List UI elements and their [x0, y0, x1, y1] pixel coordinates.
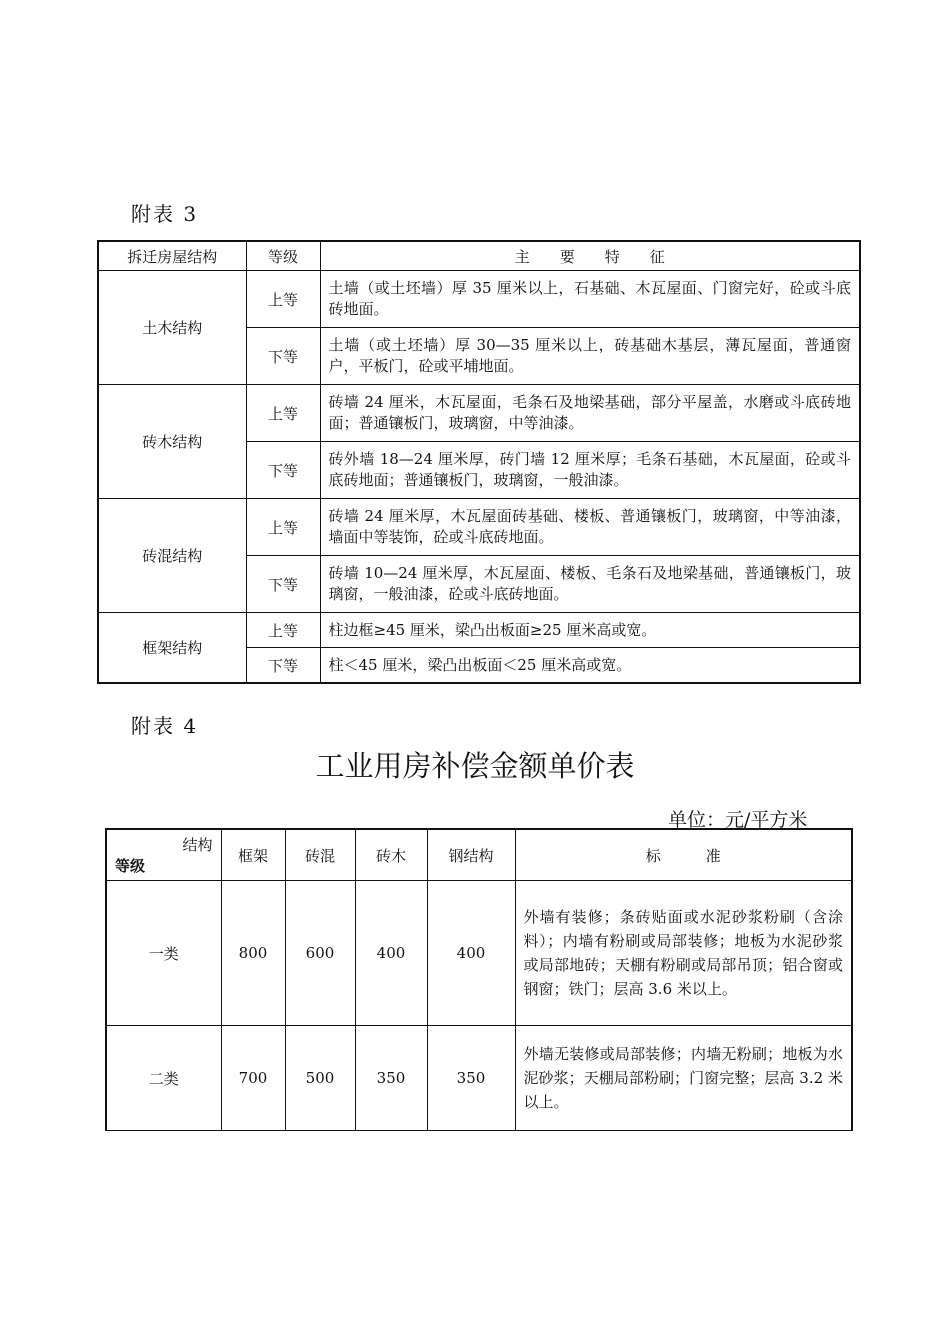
corner-grade-label: 等级: [115, 857, 146, 875]
industrial-compensation-table: [105, 828, 853, 1131]
feature-cell: 柱边框≥45 厘米，梁凸出板面≥25 厘米高或宽。: [320, 613, 860, 648]
price-cell: 400: [427, 881, 515, 1026]
structure-cell: 土木结构: [98, 271, 246, 385]
corner-header-cell: [106, 829, 221, 881]
grade-cell: 下等: [246, 648, 320, 684]
feature-cell: 砖墙 10—24 厘米厚，木瓦屋面、楼板、毛条石及地梁基础，普通镶板门，玻璃窗，一般油漆，砼或斗底砖地面。: [320, 556, 860, 613]
price-cell: 800: [221, 881, 285, 1026]
table-title: 工业用房补偿金额单价表: [315, 749, 635, 783]
price-cell: 400: [355, 881, 427, 1026]
table-row: [98, 613, 860, 648]
price-cell: 500: [285, 1026, 355, 1131]
demolition-structure-table: [97, 240, 861, 684]
feature-cell: 柱＜45 厘米，梁凸出板面＜25 厘米高或宽。: [320, 648, 860, 684]
table-header-row: [106, 829, 852, 881]
grade-cell: 上等: [246, 613, 320, 648]
standard-cell: 外墙无装修或局部装修；内墙无粉刷；地板为水泥砂浆；天棚局部粉刷；门窗完整；层高 3.2 米以上。: [515, 1026, 852, 1131]
table-row: [98, 271, 860, 328]
header-frame: 框架: [221, 829, 285, 881]
price-cell: 350: [355, 1026, 427, 1131]
price-cell: 350: [427, 1026, 515, 1131]
price-cell: 700: [221, 1026, 285, 1131]
header-features: 主 要 特 征: [320, 241, 860, 271]
corner-structure-label: 结构: [182, 836, 213, 854]
grade-cell: 一类: [106, 881, 221, 1026]
header-structure: 拆迁房屋结构: [98, 241, 246, 271]
standard-cell: 外墙有装修；条砖贴面或水泥砂浆粉刷（含涂料）；内墙有粉刷或局部装修；地板为水泥砂浆或局部地砖；天棚有粉刷或局部吊顶；铝合窗或钢窗；铁门；层高 3.6 米以上。: [515, 881, 852, 1026]
table-header-row: [98, 241, 860, 271]
table-row: [106, 881, 852, 1026]
grade-cell: 下等: [246, 442, 320, 499]
feature-cell: 砖墙 24 厘米厚，木瓦屋面砖基础、楼板、普通镶板门，玻璃窗，中等油漆，墙面中等装饰，砼或斗底砖地面。: [320, 499, 860, 556]
price-cell: 600: [285, 881, 355, 1026]
structure-cell: 砖混结构: [98, 499, 246, 613]
header-brick-wood: 砖木: [355, 829, 427, 881]
header-brick-concrete: 砖混: [285, 829, 355, 881]
header-grade: 等级: [246, 241, 320, 271]
table-row: [98, 385, 860, 442]
grade-cell: 下等: [246, 328, 320, 385]
feature-cell: 砖外墙 18—24 厘米厚，砖门墙 12 厘米厚；毛条石基础，木瓦屋面，砼或斗底砖地面；普通镶板门，玻璃窗，一般油漆。: [320, 442, 860, 499]
structure-cell: 框架结构: [98, 613, 246, 684]
header-steel: 钢结构: [427, 829, 515, 881]
grade-cell: 上等: [246, 271, 320, 328]
grade-cell: 二类: [106, 1026, 221, 1131]
grade-cell: 下等: [246, 556, 320, 613]
feature-cell: 砖墙 24 厘米，木瓦屋面，毛条石及地梁基础，部分平屋盖，水磨或斗底砖地面；普通镶板门，玻璃窗，中等油漆。: [320, 385, 860, 442]
appendix-4-label: 附表 4: [131, 714, 199, 738]
table-row: [106, 1026, 852, 1131]
table-row: [98, 499, 860, 556]
structure-cell: 砖木结构: [98, 385, 246, 499]
feature-cell: 土墙（或土坯墙）厚 30—35 厘米以上，砖基础木基层，薄瓦屋面，普通窗户，平板门，砼或平埔地面。: [320, 328, 860, 385]
unit-label: 单位：元/平方米: [668, 809, 808, 831]
feature-cell: 土墙（或土坯墙）厚 35 厘米以上，石基础、木瓦屋面、门窗完好，砼或斗底砖地面。: [320, 271, 860, 328]
header-standard: 标 准: [515, 829, 852, 881]
grade-cell: 上等: [246, 499, 320, 556]
grade-cell: 上等: [246, 385, 320, 442]
appendix-3-label: 附表 3: [131, 202, 199, 226]
